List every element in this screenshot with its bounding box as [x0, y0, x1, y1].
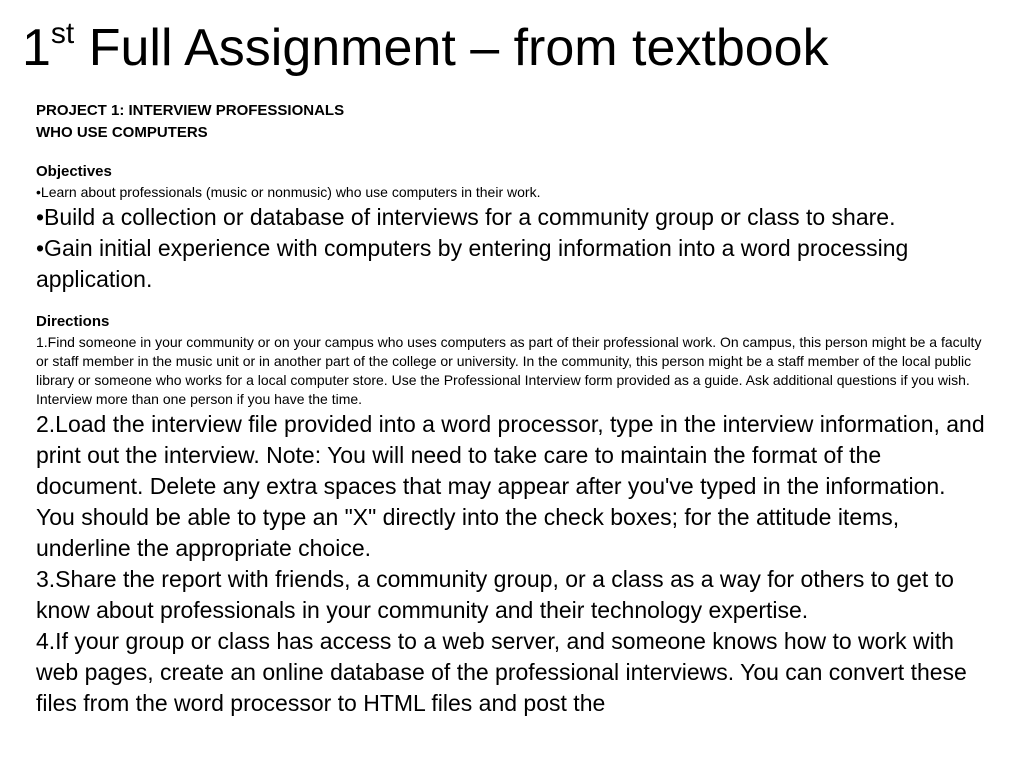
objective-item-3: •Gain initial experience with computers by entering information into a word processing application.: [36, 235, 909, 292]
project-heading-line2: WHO USE COMPUTERS: [36, 124, 208, 141]
direction-item-3: 3.Share the report with friends, a community group, or a class as a way for others to get to know about professionals in your community and their technology expertise.: [36, 566, 954, 623]
title-number: 1: [22, 19, 51, 77]
objectives-heading: Objectives: [36, 163, 112, 180]
directions-heading: Directions: [36, 313, 110, 330]
project-heading-line1: PROJECT 1: INTERVIEW PROFESSIONALS: [36, 102, 345, 119]
title-text: Full Assignment – from textbook: [74, 19, 829, 77]
direction-item-1: 1.Find someone in your community or on your campus who uses computers as part of their professional work. On campus, this person might be a faculty or staff member in the music unit or in another part of the college or university. In the community, this person might be a staff member of the local public library or someone who works for a local computer store. Use the Professional Interview form provided as a guide. Ask additional questions if you wish. Interview more than one person if you have the time.: [36, 334, 982, 407]
objective-item-2: •Build a collection or database of interviews for a community group or class to share.: [36, 204, 896, 230]
slide-body: [36, 100, 986, 719]
spacer: [36, 144, 986, 161]
objective-item-1: •Learn about professionals (music or nonmusic) who use computers in their work.: [36, 184, 541, 200]
slide-title: [22, 14, 829, 82]
title-superscript: st: [50, 17, 75, 50]
spacer: [36, 295, 986, 311]
direction-item-4: 4.If your group or class has access to a web server, and someone knows how to work with web pages, create an online database of the professional interviews. You can convert these files from the word processor to HTML files and post the: [36, 628, 967, 716]
direction-item-2: 2.Load the interview file provided into a word processor, type in the interview information, and print out the interview. Note: You will need to take care to maintain the format of the document. Delete any extra spaces that may appear after you've typed in the information. You should be able to type an "X" directly into the check boxes; for the attitude items, underline the appropriate choice.: [36, 411, 985, 561]
